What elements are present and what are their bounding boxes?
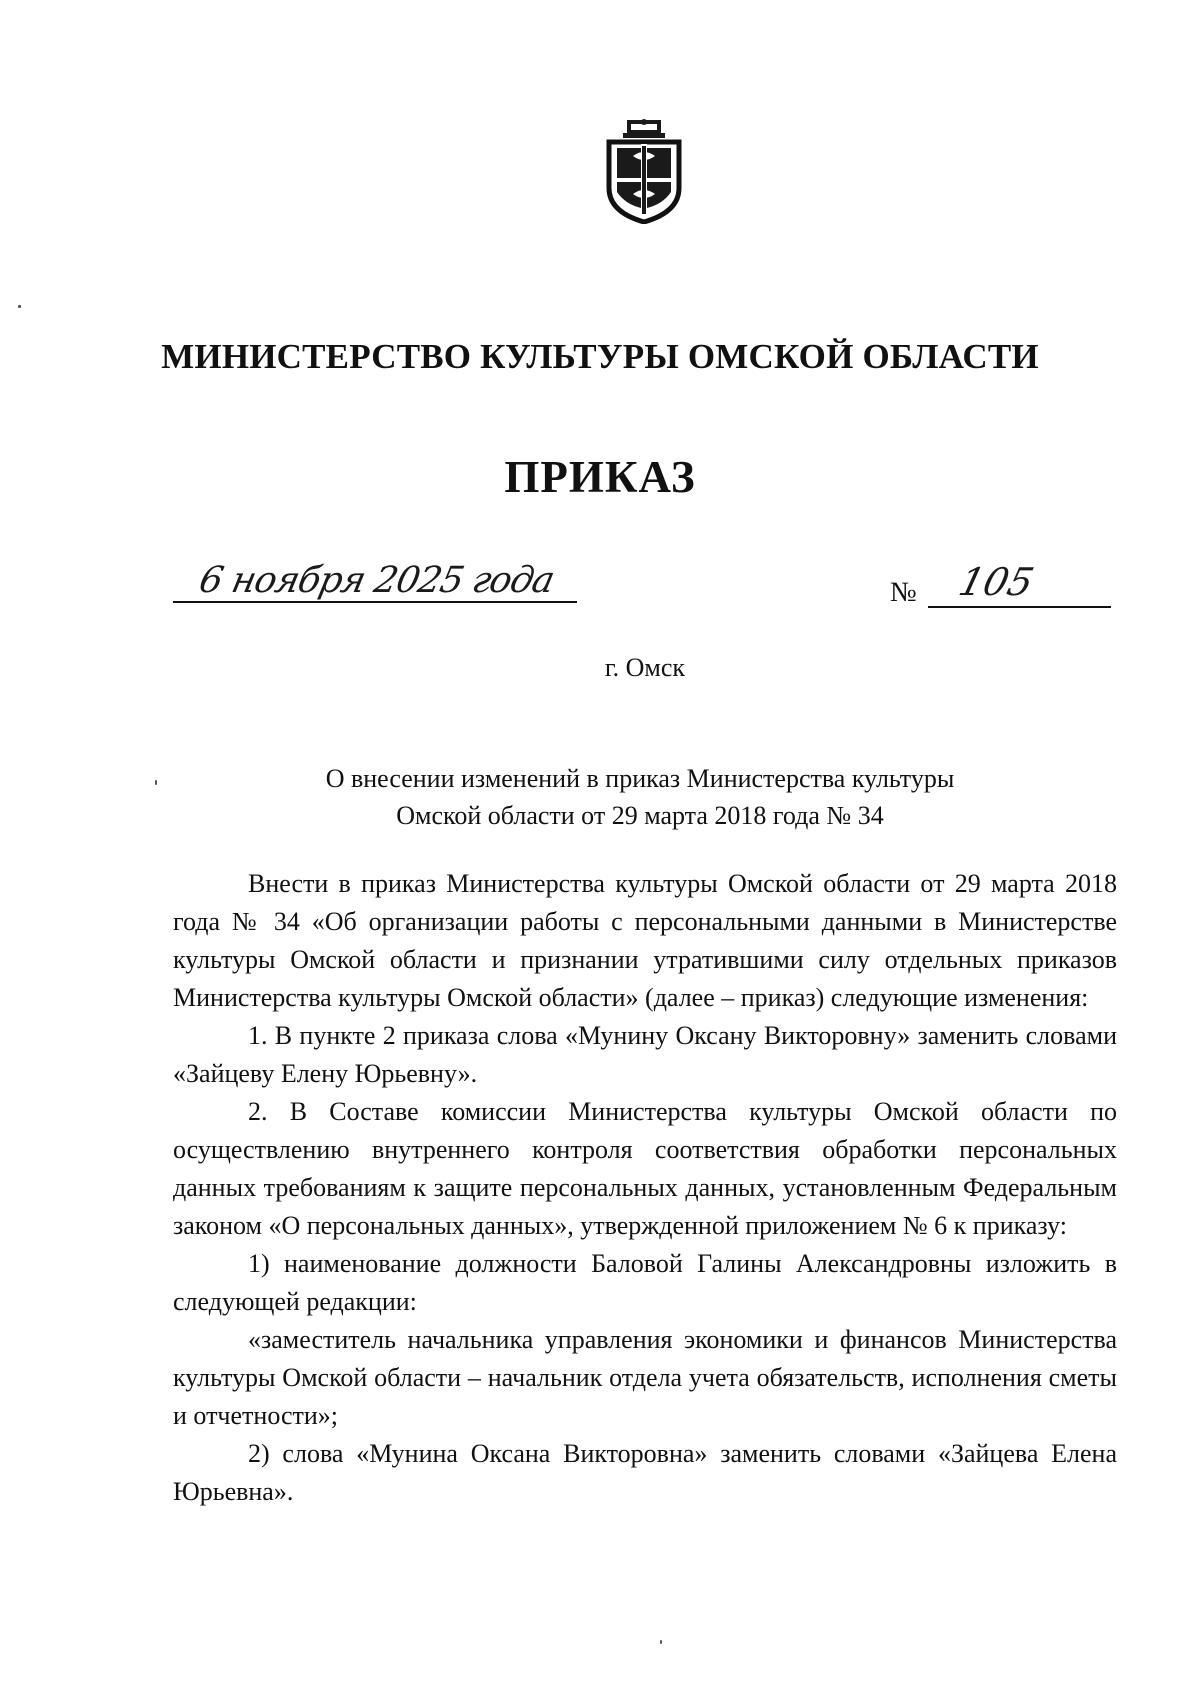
body-paragraph-subitem-1: 1) наименование должности Баловой Галины Александровны изложить в следующей редакции: xyxy=(173,1249,1117,1316)
document-title: ПРИКАЗ xyxy=(504,452,696,502)
date-underline xyxy=(173,601,577,603)
city-label: г. Омск xyxy=(604,653,686,682)
order-subject xyxy=(200,760,1080,834)
ministry-name: МИНИСТЕРСТВО КУЛЬТУРЫ ОМСКОЙ ОБЛАСТИ xyxy=(161,337,1039,376)
body-paragraph-subitem-2: 2) слова «Мунина Оксана Викторовна» заменить словами «Зайцева Елена Юрьевна». xyxy=(173,1439,1117,1506)
number-underline xyxy=(928,606,1111,608)
body-paragraph-item-2: 2. В Составе комиссии Министерства культуры Омской области по осуществлению внутреннего контроля соответствия обработки персональных данных требованиям к защите персональных данных, установленным Федеральным законом «О персональных данных», утвержденной приложением № 6 к приказу: xyxy=(173,1097,1117,1240)
body-paragraph-quote: «заместитель начальника управления экономики и финансов Министерства культуры Омской области – начальник отдела учета обязательств, исполнения сметы и отчетности»; xyxy=(173,1325,1117,1430)
number-label: № xyxy=(890,577,917,608)
body-paragraph-item-1: 1. В пункте 2 приказа слова «Мунину Оксану Викторовну» заменить словами «Зайцеву Елену Юрьевну». xyxy=(173,1021,1117,1088)
subject-line-1: О внесении изменений в приказ Министерства культуры xyxy=(325,764,955,793)
omsk-coat-of-arms-icon xyxy=(603,118,685,224)
body-paragraph-intro: Внести в приказ Министерства культуры Омской области от 29 марта 2018 года № 34 «Об организации работы с персональными данными в Министерстве культуры Омской области и признании утратившими силу отдельных приказов Министерства культуры Омской области» (далее – приказ) следующие изменения: xyxy=(173,869,1117,1012)
subject-line-2: Омской области от 29 марта 2018 года № 34 xyxy=(396,801,884,830)
handwritten-number: 105 xyxy=(954,560,1039,604)
scan-speck xyxy=(155,780,157,785)
scan-speck xyxy=(660,1640,662,1644)
order-body xyxy=(173,865,1117,1511)
scan-speck xyxy=(18,305,21,308)
handwritten-date: 6 ноября 2025 года xyxy=(195,560,558,601)
